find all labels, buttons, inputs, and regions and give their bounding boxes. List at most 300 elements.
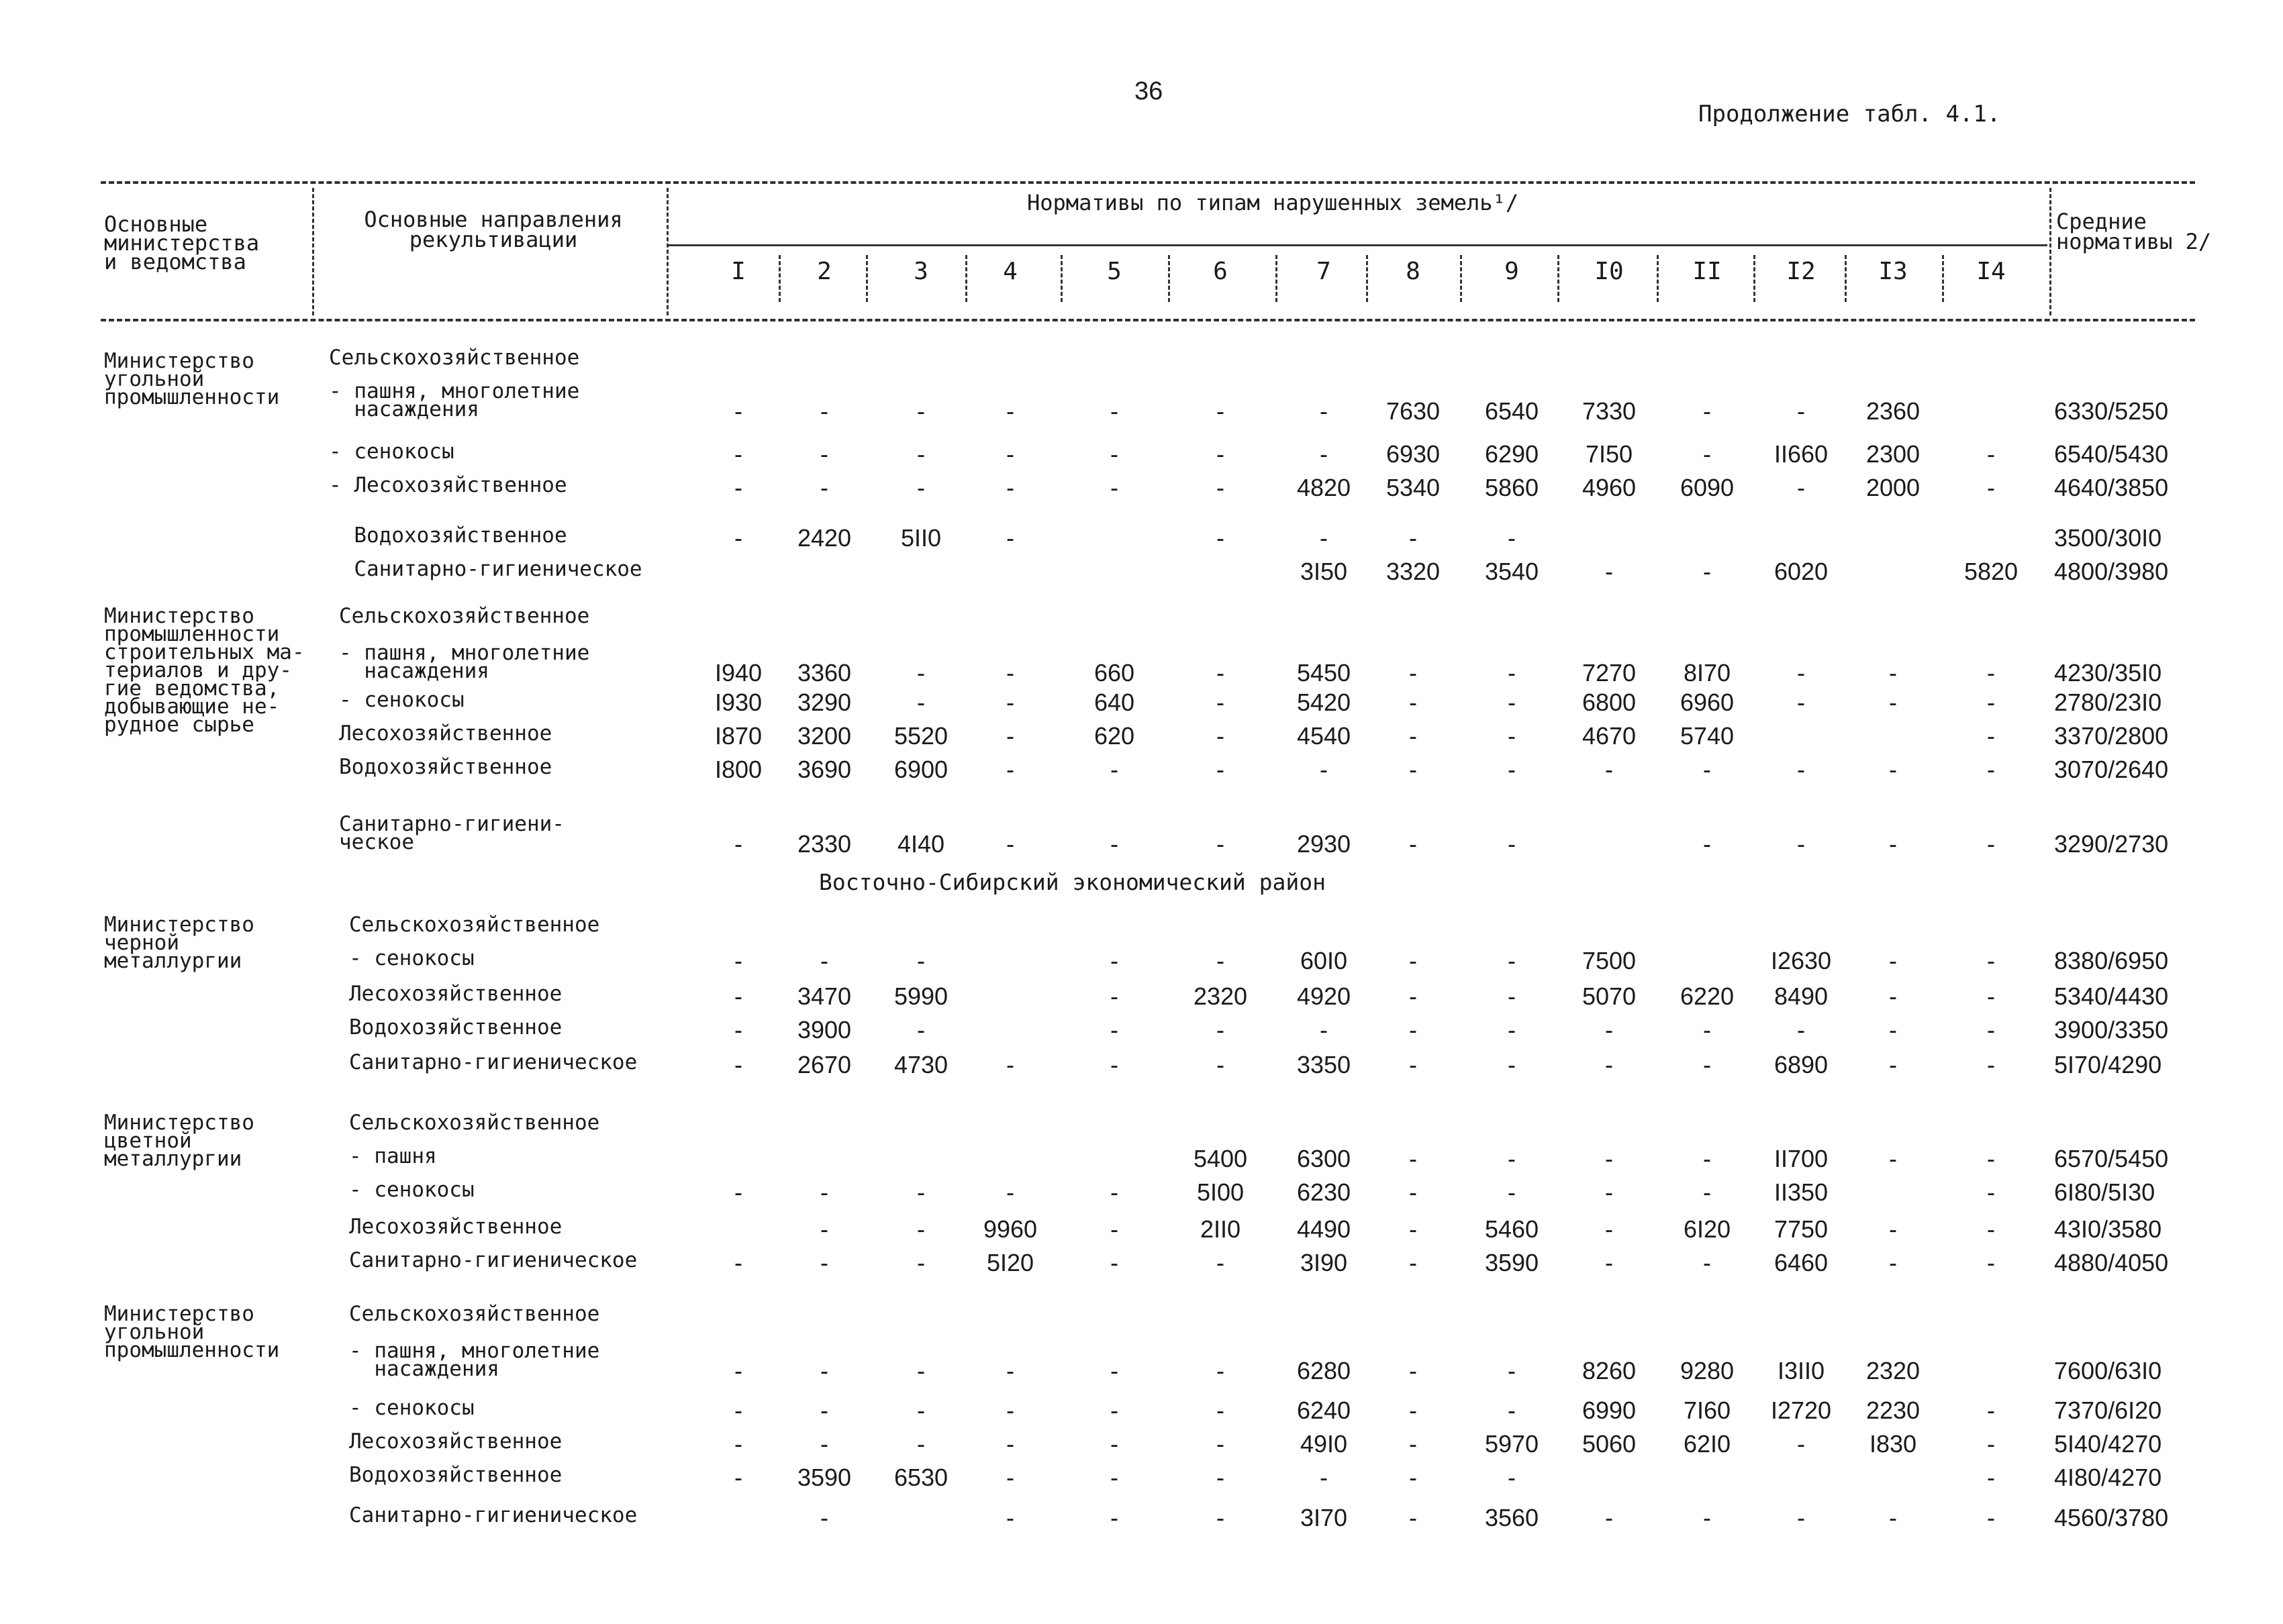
average-norm-value: 5I40/4270 (2054, 1430, 2162, 1458)
norm-value: - (1605, 1178, 1613, 1206)
norm-value: - (1409, 1464, 1417, 1491)
average-norm-value: 4640/3850 (2054, 474, 2169, 501)
type-header: 9 (1504, 258, 1519, 285)
direction-label: Сельскохозяйственное (349, 913, 600, 937)
norm-value: 3350 (1296, 1051, 1351, 1078)
norm-value: - (917, 689, 925, 716)
norm-value: - (1889, 830, 1897, 858)
norm-value: - (1006, 1464, 1014, 1491)
norm-value: 2300 (1865, 440, 1921, 468)
norm-value: - (917, 659, 925, 687)
average-norm-value: 5340/4430 (2054, 982, 2169, 1010)
average-norm-value: 4800/3980 (2054, 558, 2169, 585)
ministry-name: Министерство цветной металлургии (104, 1111, 254, 1171)
norm-value: I3II0 (1777, 1357, 1825, 1384)
direction-label: Лесохозяйственное (349, 982, 563, 1006)
norm-value: 3560 (1484, 1504, 1539, 1531)
norm-value: 2930 (1296, 830, 1351, 858)
norm-value: - (1797, 474, 1805, 501)
table-continuation-caption: Продолжение табл. 4.1. (1698, 101, 2001, 128)
norm-value: 4920 (1296, 982, 1351, 1010)
norm-value: 3590 (797, 1464, 852, 1491)
norm-value: - (917, 1016, 925, 1044)
norm-value: - (1703, 756, 1711, 783)
norm-value: - (1006, 756, 1014, 783)
type-separator (779, 255, 781, 302)
norm-value: - (1006, 524, 1014, 552)
norm-value: 2230 (1865, 1397, 1921, 1424)
average-norm-value: 7600/63I0 (2054, 1357, 2162, 1384)
norm-value: - (1110, 830, 1118, 858)
norm-value: 5060 (1582, 1430, 1637, 1458)
average-norm-value: 6540/5430 (2054, 440, 2169, 468)
ministry-name: Министерство черной металлургии (104, 913, 254, 973)
norm-value: - (1409, 1249, 1417, 1276)
norm-value: II700 (1774, 1145, 1829, 1172)
direction-label: Водохозяйственное (349, 1015, 563, 1039)
norm-value: 6I20 (1683, 1215, 1731, 1243)
direction-label: Санитарно-гигиени- ческое (339, 812, 565, 854)
norm-value: - (1216, 1397, 1224, 1424)
average-norm-value: 43I0/3580 (2054, 1215, 2162, 1243)
type-separator (1657, 255, 1659, 302)
norm-value: - (734, 440, 742, 468)
norm-value: - (1110, 1249, 1118, 1276)
norm-value: - (1216, 440, 1224, 468)
average-norm-value: 6I80/5I30 (2054, 1178, 2155, 1206)
type-header: I4 (1976, 258, 2006, 285)
norm-value: 6800 (1582, 689, 1637, 716)
norm-value: - (1987, 982, 1995, 1010)
norm-value: - (1889, 659, 1897, 687)
ministry-name: Министерство угольной промышленности (104, 349, 280, 409)
norm-value: I870 (714, 722, 763, 750)
norm-value: - (1605, 1504, 1613, 1531)
type-separator (1168, 255, 1170, 302)
average-norm-value: 4560/3780 (2054, 1504, 2169, 1531)
norm-value: 5820 (1963, 558, 2019, 585)
average-norm-value: 4230/35I0 (2054, 659, 2162, 687)
norm-value: 2320 (1865, 1357, 1921, 1384)
norm-value: - (917, 440, 925, 468)
norm-value: - (1605, 1145, 1613, 1172)
norm-value: - (1605, 558, 1613, 585)
norm-value: - (1110, 947, 1118, 974)
type-separator (1061, 255, 1063, 302)
norm-value: - (820, 440, 828, 468)
type-header: II (1692, 258, 1722, 285)
norm-value: - (1508, 689, 1516, 716)
direction-label: Лесохозяйственное (349, 1429, 563, 1454)
norm-value: - (1110, 397, 1118, 425)
norm-value: - (1508, 659, 1516, 687)
direction-label: Водохозяйственное (339, 755, 552, 779)
norm-value: - (1006, 1397, 1014, 1424)
header-separator (312, 188, 314, 315)
norm-value: - (917, 1178, 925, 1206)
average-norm-value: 3500/30I0 (2054, 524, 2162, 552)
norm-value: 6280 (1296, 1357, 1351, 1384)
norm-value: - (1987, 947, 1995, 974)
norm-value: 9960 (983, 1215, 1038, 1243)
norm-value: - (1797, 397, 1805, 425)
header-top-rule (101, 181, 2195, 184)
norm-value: - (1409, 689, 1417, 716)
norm-value: - (1216, 1430, 1224, 1458)
norm-value: 5740 (1680, 722, 1735, 750)
norm-value: - (820, 1178, 828, 1206)
norm-value: - (1110, 1464, 1118, 1491)
norm-value: - (1508, 1178, 1516, 1206)
norm-value: 5II0 (900, 524, 942, 552)
direction-label: Санитарно-гигиеническое (349, 1503, 638, 1527)
norm-value: - (734, 1178, 742, 1206)
norm-value: 4540 (1296, 722, 1351, 750)
direction-label: - сенокосы (329, 440, 454, 464)
type-separator (1942, 255, 1944, 302)
norm-value: - (734, 1397, 742, 1424)
norm-value: - (917, 947, 925, 974)
norm-value: 4960 (1582, 474, 1637, 501)
norm-value: - (1508, 1397, 1516, 1424)
norm-value: I930 (714, 689, 763, 716)
norm-value: - (1987, 474, 1995, 501)
type-separator (1275, 255, 1277, 302)
type-header: I2 (1786, 258, 1816, 285)
norm-value: 7I50 (1585, 440, 1633, 468)
norm-value: - (1216, 524, 1224, 552)
type-header: I3 (1878, 258, 1908, 285)
norm-value: 7750 (1774, 1215, 1829, 1243)
norm-value: 3I50 (1300, 558, 1348, 585)
norm-value: 6900 (893, 756, 949, 783)
norm-value: - (1889, 947, 1897, 974)
norm-value: - (1110, 982, 1118, 1010)
norm-value: - (1409, 947, 1417, 974)
norm-value: - (1409, 1145, 1417, 1172)
norm-value: 5420 (1296, 689, 1351, 716)
norm-value: 5I00 (1196, 1178, 1245, 1206)
norm-value: 5070 (1582, 982, 1637, 1010)
norm-value: - (1409, 1051, 1417, 1078)
header-separator (667, 188, 669, 315)
norm-value: 5450 (1296, 659, 1351, 687)
norm-value: 3360 (797, 659, 852, 687)
norm-value: 6530 (893, 1464, 949, 1491)
norm-value: I800 (714, 756, 763, 783)
norm-value: 2420 (797, 524, 852, 552)
type-separator (866, 255, 868, 302)
norm-value: - (1216, 689, 1224, 716)
norm-value: I2720 (1770, 1397, 1832, 1424)
norm-value: 5340 (1386, 474, 1441, 501)
direction-label: Санитарно-гигиеническое (349, 1050, 638, 1074)
norm-value: - (734, 830, 742, 858)
norm-value: 6240 (1296, 1397, 1351, 1424)
type-header: I (731, 258, 746, 285)
norm-value: - (917, 397, 925, 425)
norm-value: - (1987, 830, 1995, 858)
norm-value: - (1320, 756, 1328, 783)
norm-value: - (1006, 1178, 1014, 1206)
norm-value: 6930 (1386, 440, 1441, 468)
norm-value: - (1605, 1051, 1613, 1078)
norm-value: - (1987, 659, 1995, 687)
norm-value: 9280 (1680, 1357, 1735, 1384)
norm-value: - (1987, 1016, 1995, 1044)
norm-value: - (1216, 1357, 1224, 1384)
norm-value: - (820, 1215, 828, 1243)
norm-value: - (734, 1249, 742, 1276)
norm-value: I940 (714, 659, 763, 687)
norm-value: - (1508, 1357, 1516, 1384)
norm-value: - (1797, 1016, 1805, 1044)
norm-value: - (1006, 1357, 1014, 1384)
norm-value: - (1006, 689, 1014, 716)
norm-value: 3540 (1484, 558, 1539, 585)
norm-value: 3290 (797, 689, 852, 716)
norm-value: I2630 (1770, 947, 1832, 974)
norm-value: - (917, 1430, 925, 1458)
average-norm-value: 5I70/4290 (2054, 1051, 2162, 1078)
norm-value: 660 (1094, 659, 1135, 687)
direction-label: Санитарно-гигиеническое (329, 557, 642, 581)
norm-value: - (1006, 722, 1014, 750)
norm-value: - (1409, 982, 1417, 1010)
norm-value: - (1703, 1051, 1711, 1078)
norm-value: - (1508, 524, 1516, 552)
norm-value: - (1508, 1051, 1516, 1078)
norm-value: - (1508, 982, 1516, 1010)
norm-value: - (1987, 1504, 1995, 1531)
norm-value: - (1216, 722, 1224, 750)
norm-value: 6890 (1774, 1051, 1829, 1078)
norm-value: - (1216, 1504, 1224, 1531)
norm-value: - (820, 1504, 828, 1531)
norm-value: - (1216, 397, 1224, 425)
norm-value: - (1216, 474, 1224, 501)
norm-value: - (1508, 830, 1516, 858)
norm-value: - (1987, 1145, 1995, 1172)
norm-value: - (1889, 1051, 1897, 1078)
norm-value: 4730 (893, 1051, 949, 1078)
average-norm-value: 6330/5250 (2054, 397, 2169, 425)
direction-label: - сенокосы (339, 688, 465, 712)
norm-value: 3200 (797, 722, 852, 750)
type-separator (1460, 255, 1462, 302)
norm-value: 5460 (1484, 1215, 1539, 1243)
norm-value: - (1987, 1430, 1995, 1458)
norm-value: 2320 (1193, 982, 1248, 1010)
norm-value: 3900 (797, 1016, 852, 1044)
norm-value: - (1703, 1178, 1711, 1206)
norm-value: - (734, 1430, 742, 1458)
type-header: 7 (1316, 258, 1331, 285)
norm-value: 4I40 (897, 830, 945, 858)
norm-value: - (820, 1430, 828, 1458)
norm-value: - (820, 474, 828, 501)
norm-value: II350 (1774, 1178, 1829, 1206)
average-norm-value: 3290/2730 (2054, 830, 2169, 858)
norm-value: - (734, 1016, 742, 1044)
norm-value: - (1703, 1016, 1711, 1044)
direction-label: Сельскохозяйственное (349, 1302, 600, 1326)
norm-value: 6300 (1296, 1145, 1351, 1172)
norm-value: - (1409, 1016, 1417, 1044)
type-header: 6 (1213, 258, 1228, 285)
norm-value: - (1605, 1249, 1613, 1276)
norm-value: 3470 (797, 982, 852, 1010)
norm-value: - (1110, 756, 1118, 783)
norm-value: II660 (1774, 440, 1829, 468)
norm-value: - (820, 1357, 828, 1384)
norm-value: 5970 (1484, 1430, 1539, 1458)
norm-value: - (1889, 1249, 1897, 1276)
norm-value: - (1889, 1145, 1897, 1172)
norm-value: 7270 (1582, 659, 1637, 687)
norm-value: - (1987, 1215, 1995, 1243)
column-header-direction: Основные направления рекультивации (364, 207, 623, 252)
direction-label: - сенокосы (349, 1178, 475, 1202)
norm-value: - (1605, 1215, 1613, 1243)
norm-value: - (820, 1249, 828, 1276)
norm-value: 7500 (1582, 947, 1637, 974)
norm-value: 6020 (1774, 558, 1829, 585)
norm-value: - (1409, 524, 1417, 552)
norm-value: 7330 (1582, 397, 1637, 425)
norm-value: 3320 (1386, 558, 1441, 585)
norm-value: - (1987, 1397, 1995, 1424)
norm-value: - (1110, 1504, 1118, 1531)
average-norm-value: 6570/5450 (2054, 1145, 2169, 1172)
norm-value: - (1797, 756, 1805, 783)
norm-value: - (1508, 1464, 1516, 1491)
norm-value: - (1797, 689, 1805, 716)
page-number: 36 (1134, 77, 1163, 105)
norm-value: - (1508, 1016, 1516, 1044)
norm-value: - (820, 1397, 828, 1424)
norm-value: - (1987, 1464, 1995, 1491)
norm-value: - (1409, 830, 1417, 858)
norm-value: I830 (1869, 1430, 1917, 1458)
norm-value: 3590 (1484, 1249, 1539, 1276)
type-header: I0 (1594, 258, 1624, 285)
norm-value: - (1110, 1357, 1118, 1384)
norm-value: - (1006, 440, 1014, 468)
norm-value: - (1797, 659, 1805, 687)
norm-value: - (1006, 474, 1014, 501)
header-separator (2049, 188, 2051, 315)
type-header: 4 (1003, 258, 1018, 285)
norm-value: 620 (1094, 722, 1135, 750)
direction-label: - сенокосы (349, 946, 475, 970)
norm-value: 640 (1094, 689, 1135, 716)
type-header: 5 (1107, 258, 1122, 285)
norm-value: - (1216, 659, 1224, 687)
norm-value: - (1110, 1397, 1118, 1424)
norm-value: - (1216, 947, 1224, 974)
norm-value: - (1409, 1504, 1417, 1531)
norm-value: 6220 (1680, 982, 1735, 1010)
norm-value: - (1703, 440, 1711, 468)
direction-label: - пашня, многолетние насаждения (349, 1339, 600, 1381)
norm-value: - (1409, 1397, 1417, 1424)
norm-value: 7630 (1386, 397, 1441, 425)
norm-value: - (1216, 1249, 1224, 1276)
norm-value: - (734, 1357, 742, 1384)
direction-label: Сельскохозяйственное (329, 346, 580, 370)
column-header-average: Средние нормативы 2/ (2056, 209, 2212, 254)
average-norm-value: 3900/3350 (2054, 1016, 2169, 1044)
norm-value: - (734, 982, 742, 1010)
column-header-norms: Нормативы по типам нарушенных земель¹/ (1027, 190, 1519, 215)
type-separator (1845, 255, 1847, 302)
norm-value: - (1703, 558, 1711, 585)
norm-value: - (917, 1249, 925, 1276)
norm-value: 7I60 (1683, 1397, 1731, 1424)
average-norm-value: 3070/2640 (2054, 756, 2169, 783)
norm-value: - (1889, 1016, 1897, 1044)
average-norm-value: 4880/4050 (2054, 1249, 2169, 1276)
norm-value: 8I70 (1683, 659, 1731, 687)
norm-value: - (820, 397, 828, 425)
norm-value: - (1797, 1430, 1805, 1458)
norm-value: 4670 (1582, 722, 1637, 750)
norm-value: - (734, 1051, 742, 1078)
norm-value: - (1987, 440, 1995, 468)
direction-label: Водохозяйственное (349, 1463, 563, 1487)
norm-value: 2360 (1865, 397, 1921, 425)
norm-value: - (1987, 689, 1995, 716)
average-norm-value: 3370/2800 (2054, 722, 2169, 750)
norm-value: - (1110, 1016, 1118, 1044)
norm-value: 2330 (797, 830, 852, 858)
norm-value: - (1110, 1051, 1118, 1078)
norm-value: 3690 (797, 756, 852, 783)
norm-value: - (1110, 1430, 1118, 1458)
norm-value: - (1216, 756, 1224, 783)
column-header-ministry: Основные министерства и ведомства (104, 211, 260, 274)
norm-value: - (1889, 689, 1897, 716)
norm-value: - (1006, 659, 1014, 687)
norm-value: - (1110, 1215, 1118, 1243)
norm-value: - (1508, 756, 1516, 783)
norm-value: - (1508, 722, 1516, 750)
norm-value: - (1006, 1051, 1014, 1078)
norm-value: - (1703, 1145, 1711, 1172)
norm-value: - (1110, 474, 1118, 501)
norm-value: 60I0 (1300, 947, 1348, 974)
norm-value: 6230 (1296, 1178, 1351, 1206)
norm-value: - (1409, 756, 1417, 783)
norm-value: - (1409, 659, 1417, 687)
norm-value: 5860 (1484, 474, 1539, 501)
norm-value: 2II0 (1200, 1215, 1241, 1243)
norm-value: 5990 (893, 982, 949, 1010)
direction-label: Лесохозяйственное (349, 1215, 563, 1239)
norm-value: - (1703, 397, 1711, 425)
norm-value: - (1006, 1504, 1014, 1531)
norm-value: 6290 (1484, 440, 1539, 468)
norm-value: - (1320, 397, 1328, 425)
average-norm-value: 2780/23I0 (2054, 689, 2162, 716)
type-header: 8 (1406, 258, 1420, 285)
type-separator (1557, 255, 1559, 302)
type-separator (1366, 255, 1368, 302)
norm-value: 49I0 (1300, 1430, 1348, 1458)
norm-value: - (1216, 1051, 1224, 1078)
direction-label: Санитарно-гигиеническое (349, 1248, 638, 1272)
